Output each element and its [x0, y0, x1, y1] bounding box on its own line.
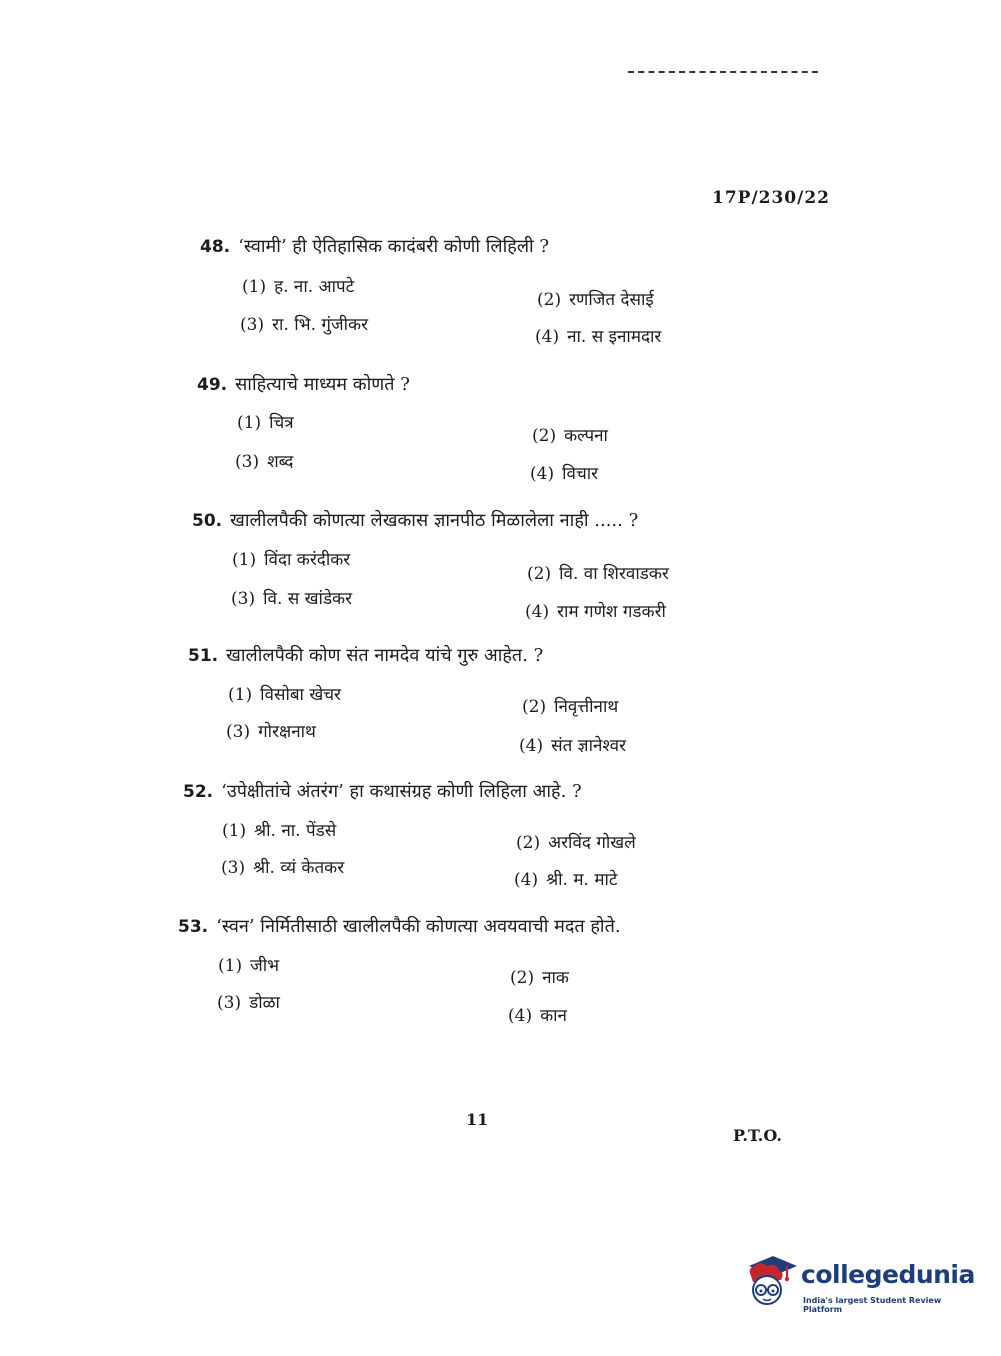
question-text: ‘स्वामी’ ही ऐतिहासिक कादंबरी कोणी लिहिली ?	[238, 236, 550, 257]
top-scan-rule	[628, 71, 818, 73]
option-52-1: (1) श्री. ना. पेंडसे	[222, 821, 337, 841]
option-50-3: (3) वि. स खांडेकर	[231, 589, 353, 609]
option-48-1: (1) ह. ना. आपटे	[242, 277, 355, 297]
question-52	[183, 779, 582, 803]
brand-name: collegedunia	[801, 1260, 975, 1289]
option-51-2: (2) निवृत्तीनाथ	[522, 697, 619, 717]
option-53-3: (3) डोळा	[217, 993, 280, 1013]
question-text: ‘उपेक्षीतांचे अंतरंग’ हा कथासंग्रह कोणी लिहिला आहे. ?	[221, 781, 582, 802]
option-48-3: (3) रा. भि. गुंजीकर	[240, 315, 369, 335]
page-number: 11	[466, 1110, 489, 1129]
question-text: साहित्याचे माध्यम कोणते ?	[235, 374, 410, 395]
option-48-4: (4) ना. स इनामदार	[535, 327, 662, 347]
question-number: 51.	[188, 646, 219, 666]
question-number: 52.	[183, 782, 214, 802]
option-52-4: (4) श्री. म. माटे	[514, 870, 618, 890]
option-53-1: (1) जीभ	[218, 956, 280, 976]
question-text: खालीलपैकी कोणत्या लेखकास ज्ञानपीठ मिळालेला नाही ..... ?	[230, 510, 639, 531]
question-number: 53.	[178, 917, 209, 937]
option-52-2: (2) अरविंद गोखले	[516, 833, 636, 853]
option-51-1: (1) विसोबा खेचर	[228, 685, 342, 705]
question-51	[188, 643, 543, 667]
question-text: खालीलपैकी कोण संत नामदेव यांचे गुरु आहेत. ?	[226, 645, 544, 666]
question-text: ‘स्वन’ निर्मितीसाठी खालीलपैकी कोणत्या अवयवाची मदत होते.	[216, 916, 621, 937]
question-49	[197, 372, 410, 396]
option-53-4: (4) कान	[508, 1006, 567, 1026]
question-number: 48.	[200, 237, 231, 257]
question-number: 49.	[197, 375, 228, 395]
question-number: 50.	[192, 511, 223, 531]
pto-label: P.T.O.	[733, 1126, 782, 1145]
collegedunia-watermark	[741, 1248, 975, 1318]
question-50	[192, 508, 638, 532]
option-50-2: (2) वि. वा शिरवाडकर	[527, 564, 669, 584]
option-49-1: (1) चित्र	[237, 413, 294, 433]
question-53	[178, 914, 621, 938]
option-49-2: (2) कल्पना	[532, 426, 608, 446]
option-50-4: (4) राम गणेश गडकरी	[525, 602, 666, 622]
paper-code: 17P/230/22	[712, 188, 831, 208]
brand-tagline: India's largest Student Review Platform	[803, 1296, 942, 1314]
option-50-1: (1) विंदा करंदीकर	[232, 550, 351, 570]
option-51-3: (3) गोरक्षनाथ	[226, 722, 316, 742]
question-48	[200, 234, 549, 258]
option-49-4: (4) विचार	[530, 464, 599, 484]
option-51-4: (4) संत ज्ञानेश्वर	[519, 736, 627, 756]
option-52-3: (3) श्री. व्यं केतकर	[221, 858, 345, 878]
option-49-3: (3) शब्द	[235, 452, 294, 472]
option-48-2: (2) रणजित देसाई	[537, 290, 654, 310]
option-53-2: (2) नाक	[510, 968, 569, 988]
collegedunia-mascot-icon	[741, 1254, 799, 1310]
